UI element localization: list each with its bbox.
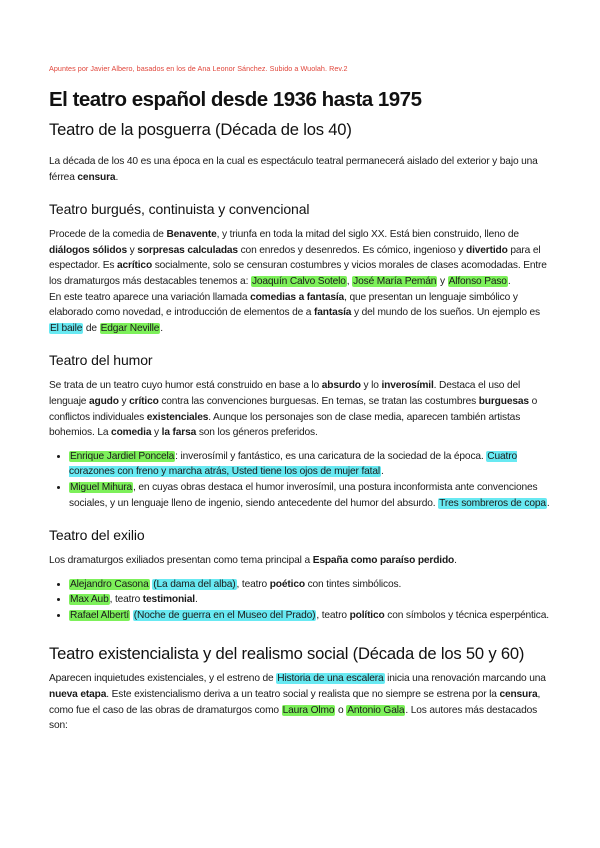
paragraph-burgues-2: En este teatro aparece una variación llamada comedias a fantasía, que presentan un lenguaje simbólico y elaborado como novedad, e introducción de elementos de a fantasía y del mundo de los sueños. Un ejemplo es El baile de Edgar Neville. xyxy=(49,291,540,334)
subheading-teatro-burgues: Teatro burgués, continuista y convencional xyxy=(49,201,310,218)
list-item: • Enrique Jardiel Poncela: inverosímil y fantástico, es una caricatura de la sociedad de la época. Cuatro corazones con freno y marcha atrás, Usted tiene los ojos de mujer fatal. xyxy=(69,449,552,480)
list-item: • Miguel Mihura, en cuyas obras destaca el humor inverosímil, una postura inconformista ante convenciones sociales, y un lenguaje lleno de ingenio, siendo antecedente del humor del absurdo. Tres sombreros de copa. xyxy=(69,480,552,511)
highlight-author: Edgar Neville xyxy=(100,322,160,334)
paragraph-posguerra-intro: La década de los 40 es una época en la cual es espectáculo teatral permanecerá aislado del exterior y bajo una férrea censura. xyxy=(49,156,538,183)
section-heading-posguerra: Teatro de la posguerra (Década de los 40) xyxy=(49,120,352,139)
highlight-author: Rafael Albertí xyxy=(70,609,130,621)
highlight-author: Enrique Jardiel Poncela xyxy=(70,450,175,462)
humor-author-list xyxy=(49,449,552,511)
paragraph-humor: Se trata de un teatro cuyo humor está construido en base a lo absurdo y lo inverosímil. Destaca el uso del lenguaje agudo y crítico contra las convenciones burguesas. En temas, se tratan las costumbres burguesas o conflictos individuales existenciales. Aunque los personajes son de clase media, aparecen también artistas bohemios. La comedia y la farsa son los géneros preferidos. xyxy=(49,380,538,439)
highlight-author: Antonio Gala xyxy=(347,704,405,716)
highlight-work: (La dama del alba) xyxy=(153,578,236,590)
list-item: • Rafael Albertí (Noche de guerra en el Museo del Prado), teatro político con símbolos y técnica esperpéntica. xyxy=(69,608,552,624)
highlight-author: Laura Olmo xyxy=(282,704,335,716)
highlight-author: Max Aub xyxy=(70,594,109,606)
subheading-teatro-humor: Teatro del humor xyxy=(49,352,153,369)
highlight-work: Cuatro corazones con freno y marcha atrás, Usted tiene los ojos de mujer fatal xyxy=(69,450,517,478)
credit-line: Apuntes por Javier Albero, basados en los de Ana Leonor Sánchez. Subido a Wuolah. Rev.2 xyxy=(49,64,348,73)
highlight-work: Tres sombreros de copa xyxy=(439,497,546,509)
highlight-author: Alfonso Paso xyxy=(448,275,507,287)
exilio-author-list xyxy=(49,577,552,624)
section-heading-existencialista: Teatro existencialista y del realismo social (Década de los 50 y 60) xyxy=(49,644,525,664)
paragraph-existencialista: Aparecen inquietudes existenciales, y el estreno de Historia de una escalera inicia una renovación marcando una nueva etapa. Este existencialismo deriva a un teatro social y realista que no siempre se estrena por la censura, como fue el caso de las obras de dramaturgos como Laura Olmo o Antonio Gala. Los autores más destacados son: xyxy=(49,673,546,732)
paragraph-exilio: Los dramaturgos exiliados presentan como tema principal a España como paraíso perdido. xyxy=(49,555,457,567)
document-title: El teatro español desde 1936 hasta 1975 xyxy=(49,88,422,111)
highlight-work: El baile xyxy=(50,322,83,334)
highlight-author: Miguel Mihura xyxy=(70,481,133,493)
highlight-author: Alejandro Casona xyxy=(70,578,149,590)
paragraph-burgues-1: Procede de la comedia de Benavente, y triunfa en toda la mitad del siglo XX. Está bien construido, lleno de diálogos sólidos y sorpresas calculadas con enredos y desenredos. Es cómico, ingenioso y divertido para el espectador. Es acrítico socialmente, solo se censuran costumbres y vicios morales de clases acomodadas. Entre los dramaturgos más destacables tenemos a: Joaquín Calvo Sotelo, José María Pemán y Alfonso Paso. xyxy=(49,229,547,287)
highlight-author: Joaquín Calvo Sotelo xyxy=(251,275,346,287)
highlight-author: José María Pemán xyxy=(353,275,437,287)
highlight-work: Historia de una escalera xyxy=(277,673,384,685)
list-item: • Max Aub, teatro testimonial. xyxy=(69,592,552,608)
subheading-teatro-exilio: Teatro del exilio xyxy=(49,527,145,544)
highlight-work: (Noche de guerra en el Museo del Prado) xyxy=(133,609,316,621)
list-item: • Alejandro Casona (La dama del alba), teatro poético con tintes simbólicos. xyxy=(69,577,552,593)
